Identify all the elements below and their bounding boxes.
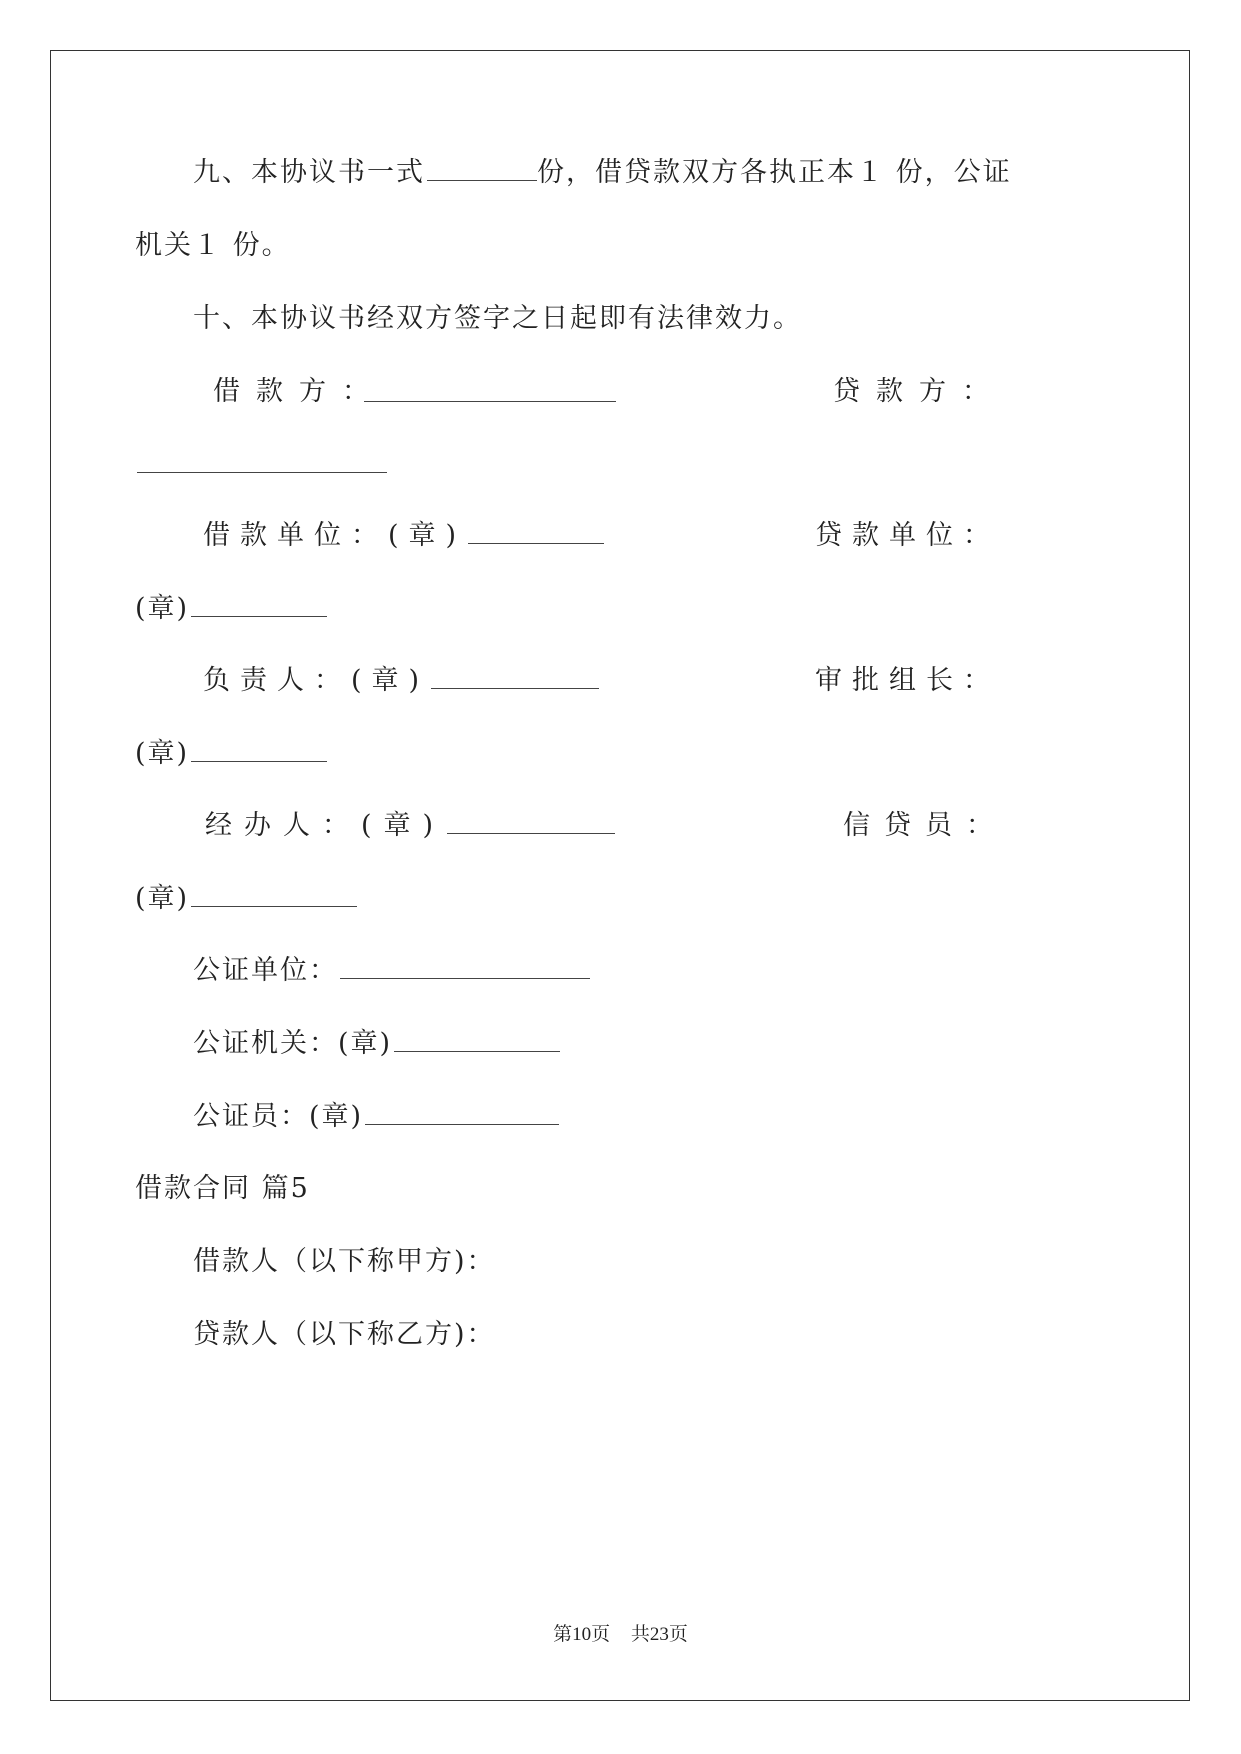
borrower-blank[interactable] — [364, 377, 616, 402]
principal-label: 负责人：(章) — [203, 665, 430, 696]
clause-10: 十、本协议书经双方签字之日起即有法律效力。 — [193, 303, 802, 334]
clause-9-prefix: 九、本协议书一式 — [193, 157, 425, 188]
notary-unit-line — [193, 953, 590, 989]
handler-line — [205, 808, 615, 844]
clause-9-suffix: 份，借贷款双方各执正本１ 份，公证 — [537, 157, 1012, 188]
approval-leader-seal-line — [135, 736, 327, 772]
notary-label: 公证员：(章) — [193, 1101, 364, 1132]
copies-blank[interactable] — [427, 156, 537, 181]
lender-unit-label: 贷款单位： — [815, 520, 1000, 551]
lender-unit-seal-line — [135, 591, 327, 627]
notary-blank[interactable] — [365, 1100, 559, 1125]
section-5-heading: 借款合同 篇5 — [135, 1173, 310, 1204]
lender-label: 贷款方： — [833, 376, 1005, 407]
credit-officer-label: 信贷员： — [843, 810, 1007, 841]
handler-label: 经办人：(章) — [205, 810, 446, 841]
notary-unit-blank[interactable] — [340, 954, 590, 979]
notary-office-label: 公证机关：(章) — [193, 1028, 393, 1059]
clause-9-line-2: 机关１ 份。 — [135, 230, 291, 261]
clause-9-line-1 — [193, 155, 1012, 191]
lender-unit-blank[interactable] — [191, 592, 327, 617]
lender-unit-seal: (章) — [135, 593, 190, 624]
borrower-unit-blank[interactable] — [468, 519, 604, 544]
principal-line — [203, 663, 599, 699]
page-number: 第10页 — [553, 1624, 611, 1645]
approval-leader-seal: (章) — [135, 738, 190, 769]
borrower-unit-label: 借款单位：(章) — [203, 520, 467, 551]
lender-blank[interactable] — [137, 448, 387, 473]
party-b-line: 贷款人（以下称乙方)： — [193, 1319, 496, 1350]
page-total: 共23页 — [630, 1624, 688, 1645]
credit-officer-seal-line — [135, 881, 357, 917]
notary-line — [193, 1099, 559, 1135]
borrower-unit-line — [203, 518, 604, 554]
handler-blank[interactable] — [447, 809, 615, 834]
notary-office-line — [193, 1026, 560, 1062]
credit-officer-blank[interactable] — [191, 882, 357, 907]
page-frame — [50, 50, 1190, 1701]
party-a-line: 借款人（以下称甲方)： — [193, 1246, 496, 1277]
principal-blank[interactable] — [431, 664, 599, 689]
approval-leader-label: 审批组长： — [815, 665, 1000, 696]
borrower-label: 借款方： — [213, 376, 385, 407]
approval-leader-blank[interactable] — [191, 737, 327, 762]
page-footer — [0, 1619, 1241, 1646]
notary-unit-label: 公证单位： — [193, 955, 338, 986]
notary-office-blank[interactable] — [394, 1027, 560, 1052]
credit-officer-seal: (章) — [135, 883, 190, 914]
